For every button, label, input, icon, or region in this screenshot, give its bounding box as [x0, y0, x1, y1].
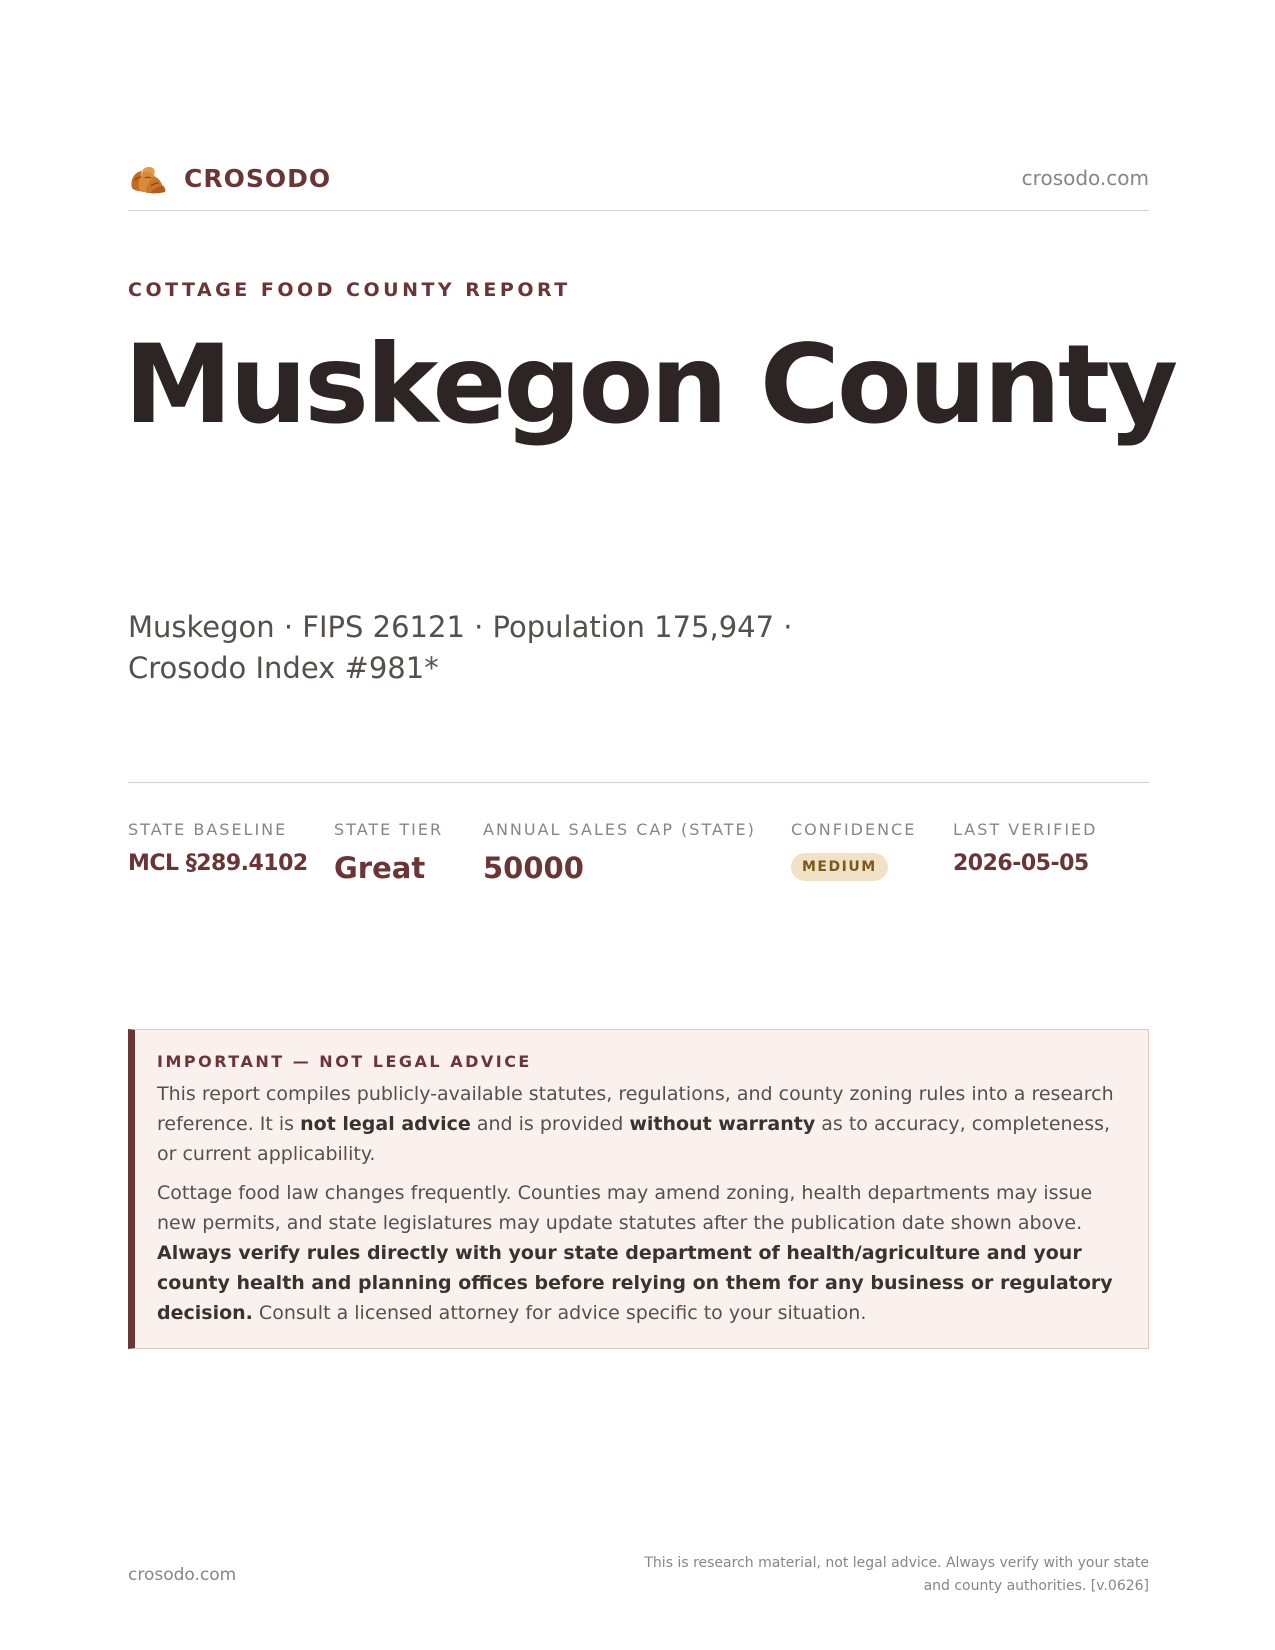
- page-title: Muskegon County: [124, 321, 1176, 448]
- notice-emphasis: Always verify rules directly with your state department of health/agriculture and your county health and planning offices before relying on them for any business or regulatory decision.: [157, 1242, 1113, 1324]
- page-header: [128, 158, 1149, 211]
- stat-label: STATE BASELINE: [128, 820, 288, 839]
- notice-heading: IMPORTANT — NOT LEGAL ADVICE: [157, 1052, 532, 1071]
- brand[interactable]: [128, 158, 331, 198]
- footer-site-link[interactable]: crosodo.com: [128, 1565, 237, 1585]
- notice-emphasis: not legal advice: [300, 1113, 471, 1135]
- notice-text: Consult a licensed attorney for advice specific to your situation.: [252, 1302, 867, 1324]
- stat-state-baseline: [128, 820, 308, 876]
- stat-label: ANNUAL SALES CAP (STATE): [483, 820, 756, 839]
- stat-label: LAST VERIFIED: [953, 820, 1098, 839]
- brand-name: CROSODO: [184, 163, 332, 193]
- notice-paragraph: [157, 1178, 1124, 1328]
- confidence-badge: MEDIUM: [791, 853, 888, 881]
- stat-value: Great: [334, 851, 426, 885]
- notice-text: Cottage food law changes frequently. Counties may amend zoning, health departments may issue new permits, and state legislatures may update statutes after the publication date shown above.: [157, 1182, 1093, 1234]
- report-page: [124, 0, 1176, 1650]
- notice-text: as to accuracy, completeness, or current applicability.: [157, 1113, 1111, 1165]
- stat-value: 50000: [483, 851, 584, 885]
- stat-value: 2026-05-05: [953, 851, 1089, 876]
- stat-confidence: [791, 820, 916, 881]
- report-eyebrow: COTTAGE FOOD COUNTY REPORT: [128, 279, 571, 301]
- stat-state-tier: [334, 820, 443, 885]
- site-link[interactable]: crosodo.com: [1021, 166, 1149, 190]
- stat-annual-sales-cap: [483, 820, 756, 885]
- notice-text: and is provided: [470, 1113, 630, 1135]
- stat-label: CONFIDENCE: [791, 820, 917, 839]
- stat-label: STATE TIER: [334, 820, 444, 839]
- stats-divider: [128, 782, 1149, 783]
- legal-notice: [128, 1029, 1149, 1349]
- stat-value: MCL §289.4102: [128, 851, 308, 876]
- footer-disclaimer: This is research material, not legal advice. Always verify with your state and county authorities. [v.0626]: [644, 1555, 1149, 1594]
- stat-last-verified: [953, 820, 1097, 876]
- notice-emphasis: without warranty: [629, 1113, 816, 1135]
- croissant-icon: [128, 158, 168, 198]
- notice-text: This report compiles publicly-available statutes, regulations, and county zoning rules into a research reference. It is: [157, 1083, 1114, 1135]
- notice-paragraph: [157, 1079, 1124, 1169]
- report-subtitle: Muskegon · FIPS 26121 · Population 175,947 · Crosodo Index #981*: [128, 610, 793, 685]
